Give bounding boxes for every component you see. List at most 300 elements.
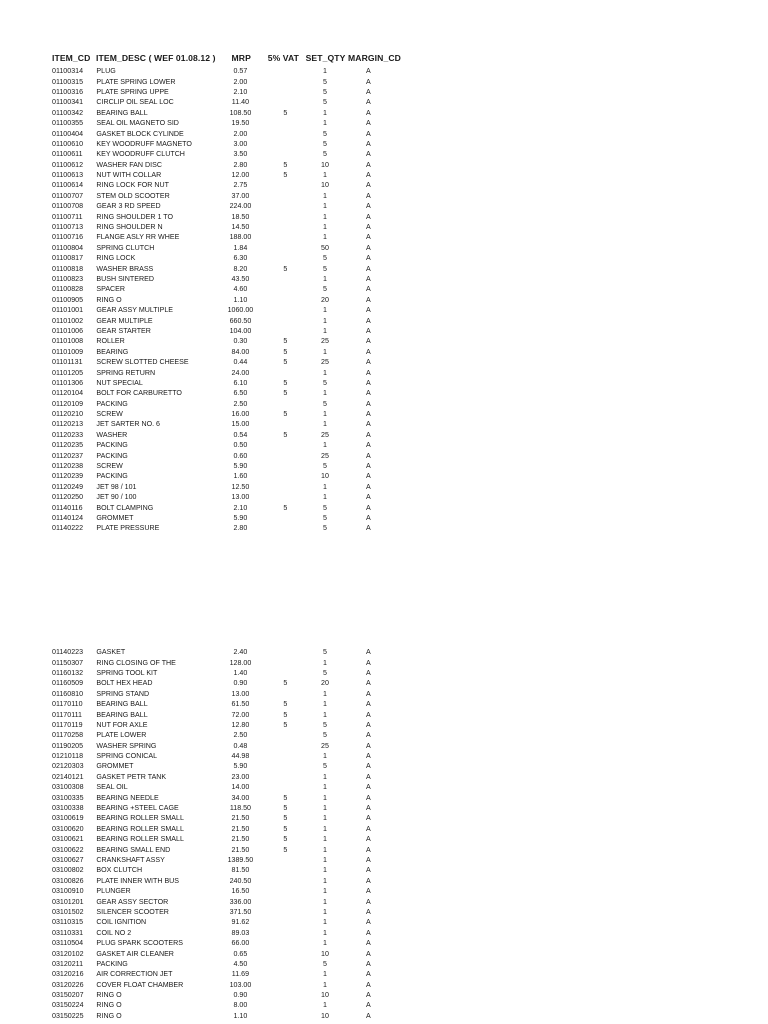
item-code: 03150225	[52, 1011, 84, 1020]
table-row	[52, 253, 392, 263]
item-set-qty: 1	[322, 689, 327, 698]
item-vat: 5	[283, 700, 288, 709]
item-desc: NUT SPECIAL	[96, 378, 143, 387]
item-code: 01100611	[52, 150, 83, 159]
table-row	[52, 741, 392, 751]
item-mrp: 4.50	[233, 959, 248, 968]
item-mrp: 11.40	[231, 98, 250, 107]
table-row	[52, 886, 392, 896]
item-code: 03120102	[52, 949, 84, 958]
item-code: 01170111	[52, 710, 82, 719]
item-code: 01100905	[52, 295, 84, 304]
item-set-qty: 1	[322, 67, 327, 76]
item-margin-cd: A	[366, 295, 371, 304]
table-row	[52, 118, 392, 128]
table-row	[52, 834, 392, 844]
header-mrp: MRP	[231, 53, 251, 63]
item-set-qty: 1	[322, 783, 327, 792]
item-set-qty: 1	[322, 887, 327, 896]
item-code: 01140124	[52, 513, 84, 522]
table-row	[52, 450, 392, 460]
item-vat: 5	[283, 835, 288, 844]
item-margin-cd: A	[366, 741, 371, 750]
item-set-qty: 20	[321, 679, 329, 688]
item-mrp: 12.50	[231, 482, 250, 491]
item-mrp: 104.00	[229, 326, 252, 335]
item-mrp: 3.00	[233, 139, 248, 148]
item-set-qty: 25	[321, 430, 329, 439]
item-margin-cd: A	[366, 482, 371, 491]
item-mrp: 24.00	[231, 368, 250, 377]
item-mrp: 2.50	[233, 399, 248, 408]
item-code: 03100335	[52, 793, 84, 802]
item-code: 01120210	[52, 410, 84, 419]
item-set-qty: 5	[322, 668, 327, 677]
table-row	[52, 222, 392, 232]
item-code: 01100613	[52, 171, 84, 180]
table-row	[52, 980, 392, 990]
item-mrp: 1389.50	[227, 856, 254, 864]
item-mrp: 660.50	[229, 316, 252, 325]
item-margin-cd: A	[366, 410, 371, 419]
item-mrp: 61.50	[231, 700, 250, 709]
item-set-qty: 1	[322, 866, 327, 875]
table-row	[52, 191, 392, 201]
item-margin-cd: A	[366, 814, 371, 823]
item-vat: 5	[283, 171, 288, 180]
item-margin-cd: A	[366, 212, 371, 221]
item-set-qty: 5	[322, 254, 327, 263]
table-row	[52, 263, 392, 273]
item-code: 03100802	[52, 866, 84, 875]
table-row	[52, 305, 392, 315]
item-desc: WASHER	[96, 430, 128, 439]
item-desc: RING LOCK	[96, 254, 136, 263]
item-set-qty: 1	[322, 814, 327, 823]
table-row	[52, 419, 392, 429]
table-row	[52, 876, 392, 886]
item-code: 01101205	[52, 368, 84, 377]
item-set-qty: 1	[322, 233, 327, 242]
item-mrp: 0.50	[233, 441, 248, 450]
item-margin-cd: A	[366, 347, 371, 356]
item-set-qty: 5	[322, 762, 327, 771]
item-margin-cd: A	[366, 430, 371, 439]
table-row	[52, 513, 392, 523]
item-mrp: 6.10	[233, 378, 248, 387]
item-margin-cd: A	[366, 326, 371, 335]
item-code: 02120303	[52, 762, 84, 771]
item-desc: RING SHOULDER 1 TO	[96, 212, 173, 221]
item-margin-cd: A	[366, 285, 371, 294]
table-row	[52, 824, 392, 834]
item-margin-cd: A	[366, 845, 371, 854]
table-row	[52, 699, 392, 709]
item-code: 01100341	[52, 98, 84, 107]
item-code: 03100338	[52, 804, 84, 813]
item-desc: KEY WOODRUFF CLUTCH	[96, 150, 185, 159]
item-code: 01160132	[52, 668, 84, 677]
table-body	[52, 66, 392, 534]
table-row	[52, 461, 392, 471]
item-set-qty: 1	[322, 710, 327, 719]
item-code: 03101502	[52, 907, 84, 916]
item-mrp: 1.84	[233, 243, 248, 252]
item-desc: SPRING TOOL KIT	[96, 668, 158, 677]
item-desc: BEARING BALL	[96, 108, 148, 117]
table-row	[52, 409, 392, 419]
item-mrp: 14.00	[231, 783, 250, 792]
item-code: 01101009	[52, 347, 84, 356]
item-mrp: 2.75	[233, 181, 248, 190]
item-set-qty: 5	[322, 264, 327, 273]
item-margin-cd: A	[366, 420, 371, 429]
item-desc: STEM OLD SCOOTER	[96, 191, 170, 200]
item-code: 01101306	[52, 378, 84, 387]
item-mrp: 6.30	[233, 254, 248, 263]
item-mrp: 14.50	[231, 223, 250, 232]
item-vat: 5	[283, 337, 288, 346]
item-set-qty: 1	[322, 918, 327, 927]
item-code: 03100619	[52, 814, 84, 823]
item-set-qty: 1	[322, 928, 327, 937]
item-mrp: 224.00	[229, 202, 252, 211]
item-desc: AIR CORRECTION JET	[96, 970, 173, 979]
table-row	[52, 284, 392, 294]
item-desc: BEARING NEEDLE	[96, 793, 159, 802]
table-row	[52, 502, 392, 512]
item-margin-cd: A	[366, 275, 371, 283]
item-code: 03150224	[52, 1001, 84, 1010]
item-set-qty: 1	[322, 275, 327, 283]
item-set-qty: 25	[321, 337, 329, 346]
item-desc: BEARING SMALL END	[96, 845, 171, 854]
item-code: 01120104	[52, 389, 84, 398]
item-vat: 5	[283, 430, 288, 439]
item-desc: PLUNGER	[96, 887, 131, 896]
item-set-qty: 1	[322, 772, 327, 781]
item-margin-cd: A	[366, 907, 371, 916]
item-mrp: 1.10	[233, 1011, 248, 1020]
item-desc: PLATE SPRING LOWER	[96, 77, 176, 86]
table-row	[52, 896, 392, 906]
table-row	[52, 66, 392, 76]
item-set-qty: 1	[322, 212, 327, 221]
table-row	[52, 108, 392, 118]
item-set-qty: 5	[322, 524, 327, 533]
item-margin-cd: A	[366, 939, 371, 948]
item-set-qty: 1	[322, 1001, 327, 1010]
item-code: 01101008	[52, 337, 84, 346]
item-vat: 5	[283, 358, 288, 367]
item-code: 03100622	[52, 845, 84, 854]
item-desc: SPACER	[96, 285, 126, 294]
item-set-qty: 5	[322, 98, 327, 107]
item-desc: PACKING	[96, 451, 128, 460]
item-desc: COIL NO 2	[96, 928, 132, 937]
item-set-qty: 1	[322, 368, 327, 377]
table-row	[52, 938, 392, 948]
table-row	[52, 948, 392, 958]
item-set-qty: 1	[322, 347, 327, 356]
item-code: 03150207	[52, 991, 84, 1000]
item-mrp: 81.50	[231, 866, 250, 875]
item-code: 01101001	[52, 306, 84, 315]
item-code: 01100355	[52, 119, 84, 128]
item-set-qty: 1	[322, 939, 327, 948]
item-code: 01100315	[52, 77, 84, 86]
table-row	[52, 792, 392, 802]
item-margin-cd: A	[366, 451, 371, 460]
item-margin-cd: A	[366, 191, 371, 200]
item-margin-cd: A	[366, 264, 371, 273]
item-mrp: 5.90	[233, 462, 248, 471]
item-margin-cd: A	[366, 980, 371, 989]
item-set-qty: 25	[321, 741, 329, 750]
item-desc: COVER FLOAT CHAMBER	[96, 980, 184, 989]
item-mrp: 5.90	[233, 513, 248, 522]
item-margin-cd: A	[366, 139, 371, 148]
item-desc: GEAR 3 RD SPEED	[96, 202, 161, 211]
item-margin-cd: A	[366, 772, 371, 781]
item-mrp: 1060.00	[227, 306, 254, 315]
item-margin-cd: A	[366, 679, 371, 688]
table-row	[52, 720, 392, 730]
table-row	[52, 917, 392, 927]
item-code: 01120109	[52, 399, 84, 408]
header-item-desc: ITEM_DESC ( WEF 01.08.12 )	[96, 53, 216, 63]
item-mrp: 5.90	[233, 762, 248, 771]
table-row	[52, 990, 392, 1000]
header-vat: 5% VAT	[267, 53, 300, 63]
table-row	[52, 315, 392, 325]
item-mrp: 37.00	[231, 191, 250, 200]
table-row	[52, 678, 392, 688]
item-vat: 5	[283, 389, 288, 398]
table-row	[52, 128, 392, 138]
item-desc: PACKING	[96, 472, 128, 481]
item-mrp: 8.20	[233, 264, 248, 273]
item-margin-cd: A	[366, 67, 371, 76]
item-set-qty: 1	[322, 897, 327, 906]
item-desc: BOLT HEX HEAD	[96, 679, 153, 688]
item-code: 01160810	[52, 689, 84, 698]
table-row	[52, 928, 392, 938]
item-margin-cd: A	[366, 441, 371, 450]
item-mrp: 240.50	[229, 876, 252, 885]
item-margin-cd: A	[366, 129, 371, 138]
table-row	[52, 1011, 392, 1021]
item-set-qty: 1	[322, 876, 327, 885]
item-vat: 5	[283, 793, 288, 802]
item-desc: SPRING STAND	[96, 689, 150, 698]
item-code: 01170119	[52, 720, 83, 729]
item-set-qty: 1	[322, 119, 327, 128]
item-vat: 5	[283, 347, 288, 356]
item-mrp: 0.90	[233, 991, 248, 1000]
item-set-qty: 1	[322, 108, 327, 117]
item-set-qty: 5	[322, 731, 327, 740]
table-row	[52, 730, 392, 740]
item-code: 01120250	[52, 493, 84, 502]
item-mrp: 108.50	[229, 108, 252, 117]
item-margin-cd: A	[366, 77, 371, 86]
item-desc: BEARING +STEEL CAGE	[96, 804, 179, 813]
item-margin-cd: A	[366, 337, 371, 346]
item-desc: WASHER BRASS	[96, 264, 154, 273]
item-margin-cd: A	[366, 316, 371, 325]
item-margin-cd: A	[366, 399, 371, 408]
item-margin-cd: A	[366, 160, 371, 169]
item-set-qty: 5	[322, 150, 327, 159]
item-set-qty: 5	[322, 503, 327, 512]
item-desc: RING O	[96, 1011, 122, 1020]
item-code: 01120249	[52, 482, 84, 491]
table-row	[52, 657, 392, 667]
item-code: 01100818	[52, 264, 84, 273]
item-desc: GASKET BLOCK CYLINDE	[96, 129, 184, 138]
item-code: 03100308	[52, 783, 84, 792]
item-set-qty: 5	[322, 399, 327, 408]
item-code: 03100627	[52, 856, 84, 864]
parts-table-page1	[52, 50, 401, 534]
table-row	[52, 709, 392, 719]
item-mrp: 12.00	[231, 171, 250, 180]
item-margin-cd: A	[366, 254, 371, 263]
item-set-qty: 1	[322, 306, 327, 315]
item-mrp: 84.00	[231, 347, 250, 356]
item-mrp: 0.54	[233, 430, 248, 439]
item-set-qty: 5	[322, 513, 327, 522]
item-code: 01100716	[52, 233, 84, 242]
item-set-qty: 1	[322, 223, 327, 232]
item-set-qty: 1	[322, 856, 327, 864]
table-row	[52, 295, 392, 305]
item-code: 01100711	[52, 212, 83, 221]
item-code: 01100708	[52, 202, 84, 211]
item-set-qty: 1	[322, 824, 327, 833]
item-mrp: 4.60	[233, 285, 248, 294]
item-margin-cd: A	[366, 171, 371, 180]
table-row	[52, 813, 392, 823]
table-row	[52, 243, 392, 253]
table-row	[52, 180, 392, 190]
item-margin-cd: A	[366, 513, 371, 522]
table-row	[52, 274, 392, 284]
table-row	[52, 76, 392, 86]
item-vat: 5	[283, 720, 288, 729]
item-code: 01100713	[52, 223, 84, 232]
item-set-qty: 1	[322, 752, 327, 761]
item-code: 02140121	[52, 772, 84, 781]
item-margin-cd: A	[366, 243, 371, 252]
item-code: 01100610	[52, 139, 84, 148]
item-desc: JET 98 / 101	[96, 482, 137, 491]
item-code: 01120239	[52, 472, 84, 481]
item-set-qty: 1	[322, 835, 327, 844]
item-mrp: 103.00	[229, 980, 252, 989]
item-code: 03120226	[52, 980, 84, 989]
item-desc: GASKET AIR CLEANER	[96, 949, 174, 958]
item-set-qty: 10	[321, 472, 329, 481]
item-mrp: 66.00	[231, 939, 250, 948]
item-desc: JET 90 / 100	[96, 493, 137, 502]
item-margin-cd: A	[366, 856, 371, 864]
item-set-qty: 5	[322, 378, 327, 387]
item-set-qty: 1	[322, 493, 327, 502]
item-code: 03110504	[52, 939, 84, 948]
table-row	[52, 855, 392, 865]
item-desc: BEARING	[96, 347, 129, 356]
item-margin-cd: A	[366, 108, 371, 117]
item-mrp: 12.80	[231, 720, 250, 729]
item-mrp: 16.50	[231, 887, 250, 896]
item-desc: NUT WITH COLLAR	[96, 171, 162, 180]
item-set-qty: 1	[322, 389, 327, 398]
item-set-qty: 1	[322, 907, 327, 916]
item-vat: 5	[283, 264, 288, 273]
table-row	[52, 430, 392, 440]
item-margin-cd: A	[366, 524, 371, 533]
item-mrp: 18.50	[231, 212, 250, 221]
item-margin-cd: A	[366, 368, 371, 377]
item-set-qty: 50	[321, 243, 329, 252]
item-mrp: 6.50	[233, 389, 248, 398]
item-desc: COIL IGNITION	[96, 918, 147, 927]
item-mrp: 15.00	[231, 420, 250, 429]
item-margin-cd: A	[366, 689, 371, 698]
header-set-qty: SET_QTY	[305, 53, 346, 63]
item-set-qty: 5	[322, 285, 327, 294]
item-vat: 5	[283, 378, 288, 387]
item-margin-cd: A	[366, 389, 371, 398]
table-row	[52, 959, 392, 969]
item-code: 03110331	[52, 928, 84, 937]
table-header	[52, 50, 401, 66]
item-mrp: 1.40	[233, 668, 248, 677]
item-desc: SPRING RETURN	[96, 368, 156, 377]
table-row	[52, 378, 392, 388]
item-desc: BOLT FOR CARBURETTO	[96, 389, 182, 398]
item-mrp: 3.50	[233, 150, 248, 159]
item-code: 01100614	[52, 181, 84, 190]
item-desc: RING O	[96, 991, 122, 1000]
item-code: 03120216	[52, 970, 84, 979]
item-margin-cd: A	[366, 762, 371, 771]
item-vat: 5	[283, 503, 288, 512]
item-margin-cd: A	[366, 897, 371, 906]
item-desc: BEARING ROLLER SMALL	[96, 835, 184, 844]
item-vat: 5	[283, 804, 288, 813]
item-mrp: 44.98	[231, 752, 250, 761]
item-code: 01160509	[52, 679, 84, 688]
item-code: 01100828	[52, 285, 84, 294]
table-row	[52, 761, 392, 771]
table-row	[52, 347, 392, 357]
item-margin-cd: A	[366, 1011, 371, 1020]
item-margin-cd: A	[366, 202, 371, 211]
item-vat: 5	[283, 679, 288, 688]
item-code: 01101002	[52, 316, 84, 325]
item-mrp: 0.65	[233, 949, 248, 958]
item-desc: GEAR ASSY MULTIPLE	[96, 306, 174, 315]
table-row	[52, 907, 392, 917]
item-margin-cd: A	[366, 87, 371, 96]
item-set-qty: 5	[322, 959, 327, 968]
item-desc: SPRING CLUTCH	[96, 243, 155, 252]
table-row	[52, 865, 392, 875]
item-margin-cd: A	[366, 668, 371, 677]
